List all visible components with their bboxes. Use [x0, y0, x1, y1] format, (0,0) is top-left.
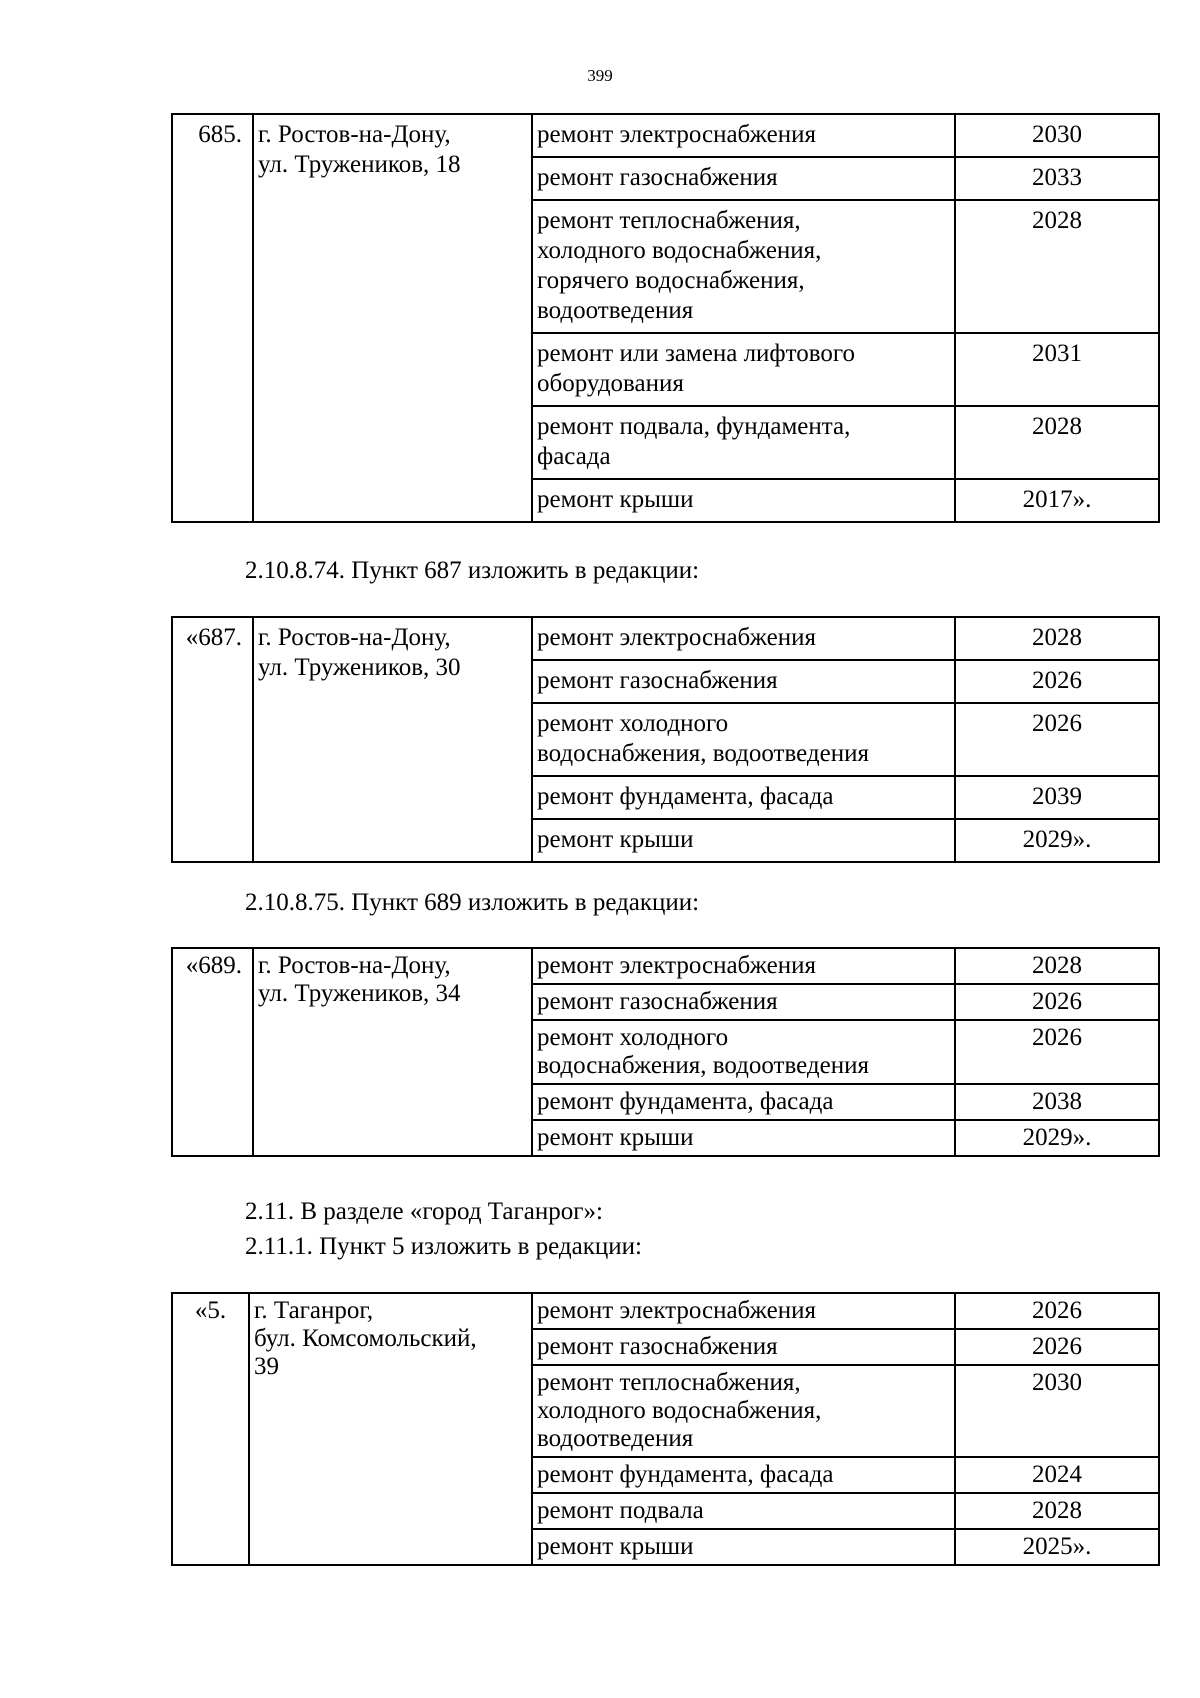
work-type-cell: ремонт холодного водоснабжения, водоотведения — [532, 1020, 955, 1084]
work-type-cell: ремонт электроснабжения — [532, 114, 955, 157]
work-type-cell: ремонт или замена лифтового оборудования — [532, 333, 955, 406]
year-cell: 2026 — [955, 984, 1159, 1020]
year-cell: 2025». — [955, 1529, 1159, 1565]
year-cell: 2030 — [955, 114, 1159, 157]
work-type-cell: ремонт крыши — [532, 1120, 955, 1156]
page-number: 399 — [587, 66, 613, 85]
work-type-cell: ремонт фундамента, фасада — [532, 1084, 955, 1120]
year-cell: 2026 — [955, 660, 1159, 703]
work-type-cell: ремонт газоснабжения — [532, 1329, 955, 1365]
table-item-685 — [171, 113, 1160, 523]
paragraph-2-11: 2.11. В разделе «город Таганрог»: — [245, 1198, 603, 1225]
work-type-cell: ремонт подвала — [532, 1493, 955, 1529]
item-number: «5. — [172, 1293, 249, 1565]
table-row — [172, 1293, 1159, 1329]
year-cell: 2029». — [955, 819, 1159, 862]
year-cell: 2028 — [955, 1493, 1159, 1529]
table-row — [172, 114, 1159, 157]
work-type-cell: ремонт электроснабжения — [532, 948, 955, 984]
work-type-cell: ремонт подвала, фундамента, фасада — [532, 406, 955, 479]
address-cell: г. Ростов-на-Дону, ул. Тружеников, 18 — [253, 114, 532, 522]
work-type-cell: ремонт фундамента, фасада — [532, 1457, 955, 1493]
year-cell: 2039 — [955, 776, 1159, 819]
work-type-cell: ремонт теплоснабжения, холодного водоснабжения, водоотведения — [532, 1365, 955, 1457]
year-cell: 2024 — [955, 1457, 1159, 1493]
paragraph-2-10-8-74: 2.10.8.74. Пункт 687 изложить в редакции: — [245, 557, 700, 584]
table-row — [172, 948, 1159, 984]
item-number: «687. — [172, 617, 253, 862]
work-type-cell: ремонт электроснабжения — [532, 1293, 955, 1329]
table-item-689 — [171, 947, 1160, 1157]
address-cell: г. Ростов-на-Дону, ул. Тружеников, 34 — [253, 948, 532, 1156]
year-cell: 2038 — [955, 1084, 1159, 1120]
paragraph-2-11-1: 2.11.1. Пункт 5 изложить в редакции: — [245, 1233, 642, 1260]
year-cell: 2028 — [955, 200, 1159, 333]
year-cell: 2026 — [955, 703, 1159, 776]
item-number: «689. — [172, 948, 253, 1156]
year-cell: 2029». — [955, 1120, 1159, 1156]
year-cell: 2030 — [955, 1365, 1159, 1457]
work-type-cell: ремонт фундамента, фасада — [532, 776, 955, 819]
table-item-5 — [171, 1292, 1160, 1566]
work-type-cell: ремонт газоснабжения — [532, 660, 955, 703]
table-row — [172, 617, 1159, 660]
work-type-cell: ремонт теплоснабжения, холодного водоснабжения, горячего водоснабжения, водоотведения — [532, 200, 955, 333]
year-cell: 2033 — [955, 157, 1159, 200]
year-cell: 2028 — [955, 406, 1159, 479]
address-cell: г. Ростов-на-Дону, ул. Тружеников, 30 — [253, 617, 532, 862]
paragraph-2-10-8-75: 2.10.8.75. Пункт 689 изложить в редакции: — [245, 889, 700, 916]
year-cell: 2028 — [955, 617, 1159, 660]
address-cell: г. Таганрог, бул. Комсомольский, 39 — [249, 1293, 532, 1565]
work-type-cell: ремонт крыши — [532, 1529, 955, 1565]
item-number: 685. — [172, 114, 253, 522]
work-type-cell: ремонт газоснабжения — [532, 157, 955, 200]
table-item-687 — [171, 616, 1160, 863]
year-cell: 2031 — [955, 333, 1159, 406]
work-type-cell: ремонт газоснабжения — [532, 984, 955, 1020]
year-cell: 2028 — [955, 948, 1159, 984]
work-type-cell: ремонт крыши — [532, 819, 955, 862]
work-type-cell: ремонт холодного водоснабжения, водоотведения — [532, 703, 955, 776]
year-cell: 2026 — [955, 1293, 1159, 1329]
year-cell: 2026 — [955, 1329, 1159, 1365]
work-type-cell: ремонт крыши — [532, 479, 955, 522]
year-cell: 2026 — [955, 1020, 1159, 1084]
work-type-cell: ремонт электроснабжения — [532, 617, 955, 660]
year-cell: 2017». — [955, 479, 1159, 522]
